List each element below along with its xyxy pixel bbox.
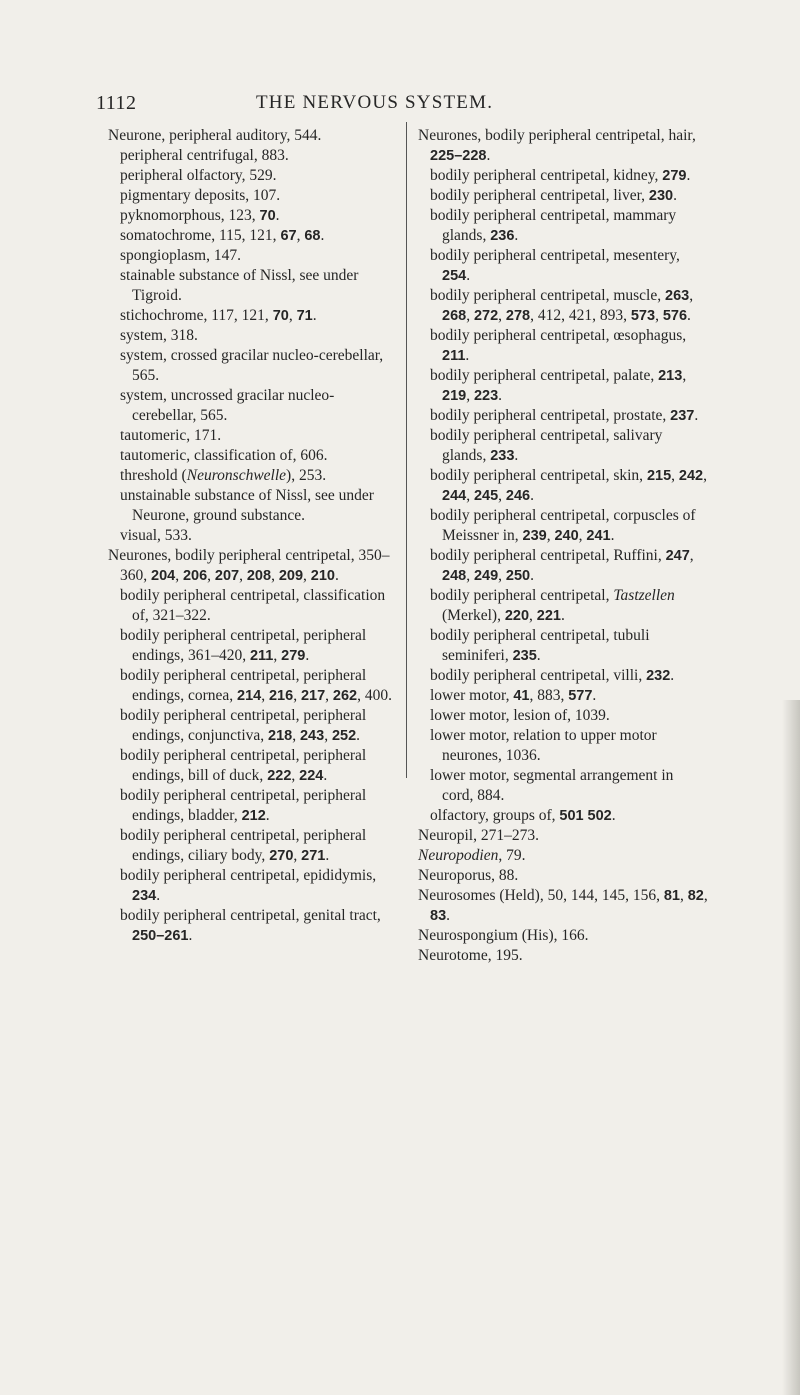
page-edge-shadow bbox=[782, 700, 800, 1395]
entry-text: , bbox=[466, 487, 474, 504]
bold-page-ref: 209 bbox=[278, 568, 304, 584]
bold-page-ref: 67 bbox=[280, 228, 297, 244]
entry-text: . bbox=[265, 807, 270, 824]
entry-text: , bbox=[273, 647, 282, 664]
entry-text: , bbox=[689, 287, 694, 304]
entry-text: . bbox=[686, 167, 691, 184]
entry-text: , bbox=[578, 527, 587, 544]
entry-text: , bbox=[679, 887, 688, 904]
entry-text: Neurosomes (Held), 50, 144, 145, 156, bbox=[418, 887, 664, 904]
index-entry bbox=[418, 586, 708, 626]
entry-text: . bbox=[156, 887, 161, 904]
index-entry bbox=[108, 746, 398, 786]
entry-text: bodily peripheral centripetal, mammary glands, bbox=[430, 207, 677, 244]
index-entry bbox=[418, 286, 708, 326]
bold-page-ref: 252 bbox=[331, 728, 357, 744]
bold-page-ref: 501 bbox=[559, 808, 584, 824]
entry-text: . bbox=[611, 807, 616, 824]
entry-text: bodily peripheral centripetal, tubuli seminiferi, bbox=[430, 627, 650, 664]
bold-page-ref: 83 bbox=[430, 908, 447, 924]
entry-text: , bbox=[324, 727, 332, 744]
column-divider bbox=[406, 122, 407, 778]
entry-text: Neurones, bodily peripheral centripetal, 350–360, bbox=[108, 547, 390, 584]
entry-text: stichochrome, 117, 121, bbox=[120, 307, 273, 324]
entry-text: , bbox=[529, 607, 537, 624]
entry-text: , bbox=[498, 567, 506, 584]
bold-page-ref: 235 bbox=[512, 648, 537, 664]
entry-text: bodily peripheral centripetal, bbox=[430, 587, 614, 604]
index-entry bbox=[108, 186, 398, 206]
entry-text: , bbox=[293, 687, 301, 704]
index-entry bbox=[108, 826, 398, 866]
index-entry bbox=[108, 246, 398, 266]
index-entry bbox=[418, 926, 708, 946]
bold-page-ref: 70 bbox=[272, 308, 289, 324]
bold-page-ref: 223 bbox=[473, 388, 499, 404]
bold-page-ref: 218 bbox=[268, 728, 293, 744]
bold-page-ref: 219 bbox=[442, 388, 467, 404]
entry-text: . bbox=[561, 607, 565, 624]
index-entry bbox=[418, 726, 708, 766]
bold-page-ref: 249 bbox=[473, 568, 499, 584]
bold-page-ref: 250–261 bbox=[132, 928, 189, 944]
bold-page-ref: 41 bbox=[513, 688, 530, 704]
entry-text: bodily peripheral centripetal, muscle, bbox=[430, 287, 665, 304]
bold-page-ref: 243 bbox=[299, 728, 325, 744]
entry-text: , bbox=[271, 567, 279, 584]
entry-text: . bbox=[275, 207, 280, 224]
entry-text: , bbox=[292, 727, 300, 744]
index-entry bbox=[108, 486, 398, 526]
entry-text: , 400. bbox=[357, 687, 392, 704]
italic-term: Tastzellen bbox=[613, 587, 675, 604]
entry-text: bodily peripheral centripetal, Ruffini, bbox=[430, 547, 666, 564]
bold-page-ref: 211 bbox=[249, 648, 274, 664]
bold-page-ref: 242 bbox=[678, 468, 704, 484]
bold-page-ref: 70 bbox=[259, 208, 276, 224]
entry-text: , bbox=[239, 567, 247, 584]
entry-text: Neurospongium (His), 166. bbox=[418, 927, 589, 944]
index-entry bbox=[108, 866, 398, 906]
index-column-right bbox=[418, 126, 708, 966]
index-entry bbox=[418, 846, 708, 866]
bold-page-ref: 502 bbox=[587, 808, 612, 824]
entry-text: ), 253. bbox=[286, 467, 327, 484]
bold-page-ref: 262 bbox=[332, 688, 358, 704]
index-entry bbox=[418, 126, 708, 166]
index-entry bbox=[418, 886, 708, 926]
bold-page-ref: 232 bbox=[646, 668, 671, 684]
entry-text: lower motor, lesion of, 1039. bbox=[430, 707, 610, 724]
entry-text: tautomeric, 171. bbox=[120, 427, 222, 444]
entry-text: . bbox=[536, 647, 541, 664]
page-header bbox=[96, 92, 716, 116]
entry-text: bodily peripheral centripetal, peripheral endings, cornea, bbox=[120, 667, 367, 704]
index-entry bbox=[108, 206, 398, 226]
entry-text: bodily peripheral centripetal, corpuscles of Meissner in, bbox=[430, 507, 696, 544]
entry-text: pyknomorphous, 123, bbox=[120, 207, 260, 224]
index-entry bbox=[418, 186, 708, 206]
entry-text: . bbox=[312, 307, 317, 324]
bold-page-ref: 224 bbox=[299, 768, 324, 784]
index-entry bbox=[108, 226, 398, 246]
bold-page-ref: 244 bbox=[442, 488, 467, 504]
bold-page-ref: 236 bbox=[490, 228, 515, 244]
index-entry bbox=[418, 826, 708, 846]
index-entry bbox=[418, 166, 708, 186]
entry-text: , bbox=[303, 567, 311, 584]
entry-text: . bbox=[320, 227, 325, 244]
entry-text: threshold ( bbox=[120, 467, 187, 484]
index-entry bbox=[418, 206, 708, 246]
index-entry bbox=[108, 546, 398, 586]
bold-page-ref: 206 bbox=[182, 568, 208, 584]
index-entry bbox=[418, 406, 708, 426]
bold-page-ref: 573 bbox=[630, 308, 656, 324]
entry-text: peripheral olfactory, 529. bbox=[120, 167, 277, 184]
entry-text: olfactory, groups of, bbox=[430, 807, 560, 824]
entry-text: , bbox=[207, 567, 215, 584]
entry-text: peripheral centrifugal, 883. bbox=[120, 147, 289, 164]
entry-text: . bbox=[188, 927, 193, 944]
entry-text: . bbox=[687, 307, 691, 324]
bold-page-ref: 230 bbox=[648, 188, 674, 204]
entry-text: , bbox=[261, 687, 269, 704]
entry-text: bodily peripheral centripetal, œsophagus, bbox=[430, 327, 687, 344]
bold-page-ref: 272 bbox=[473, 308, 499, 324]
bold-page-ref: 268 bbox=[442, 308, 467, 324]
index-entry bbox=[108, 326, 398, 346]
index-entry bbox=[108, 266, 398, 306]
index-entry bbox=[108, 306, 398, 326]
entry-text: , bbox=[288, 307, 297, 324]
entry-text: Neurotome, 195. bbox=[418, 947, 523, 964]
entry-text: , bbox=[703, 887, 708, 904]
entry-text: Neurone, peripheral auditory, 544. bbox=[108, 127, 322, 144]
entry-text: lower motor, segmental arrangement in cord, 884. bbox=[430, 767, 674, 804]
index-entry bbox=[418, 866, 708, 886]
entry-text: , 412, 421, 893, bbox=[530, 307, 631, 324]
bold-page-ref: 577 bbox=[568, 688, 593, 704]
bold-page-ref: 279 bbox=[662, 168, 687, 184]
entry-text: . bbox=[514, 227, 519, 244]
index-entry bbox=[108, 386, 398, 426]
entry-text: pigmentary deposits, 107. bbox=[120, 187, 281, 204]
bold-page-ref: 225–228 bbox=[430, 148, 487, 164]
bold-page-ref: 210 bbox=[310, 568, 335, 584]
index-entry bbox=[108, 626, 398, 666]
bold-page-ref: 220 bbox=[504, 608, 530, 624]
entry-text: . bbox=[356, 727, 361, 744]
entry-text: , bbox=[655, 307, 663, 324]
bold-page-ref: 248 bbox=[442, 568, 467, 584]
index-entry bbox=[108, 146, 398, 166]
bold-page-ref: 576 bbox=[662, 308, 688, 324]
index-entry bbox=[108, 706, 398, 746]
entry-text: bodily peripheral centripetal, peripheral endings, 361–420, bbox=[120, 627, 367, 664]
entry-text: , bbox=[689, 547, 694, 564]
bold-page-ref: 241 bbox=[586, 528, 611, 544]
bold-page-ref: 270 bbox=[269, 848, 294, 864]
entry-text: , bbox=[175, 567, 183, 584]
bold-page-ref: 212 bbox=[241, 808, 266, 824]
entry-text: lower motor, bbox=[430, 687, 514, 704]
bold-page-ref: 263 bbox=[665, 288, 690, 304]
entry-text: tautomeric, classification of, 606. bbox=[120, 447, 328, 464]
bold-page-ref: 279 bbox=[281, 648, 306, 664]
index-entry bbox=[418, 466, 708, 506]
index-entry bbox=[108, 126, 398, 146]
bold-page-ref: 217 bbox=[300, 688, 326, 704]
bold-page-ref: 214 bbox=[237, 688, 262, 704]
index-entry bbox=[418, 546, 708, 586]
index-entry bbox=[418, 506, 708, 546]
entry-text: bodily peripheral centripetal, peripheral endings, ciliary body, bbox=[120, 827, 367, 864]
entry-text: , bbox=[291, 767, 300, 784]
entry-text: bodily peripheral centripetal, mesentery, bbox=[430, 247, 680, 264]
bold-page-ref: 215 bbox=[646, 468, 672, 484]
entry-text: . bbox=[446, 907, 451, 924]
bold-page-ref: 254 bbox=[442, 268, 467, 284]
entry-text: bodily peripheral centripetal, peripheral endings, conjunctiva, bbox=[120, 707, 367, 744]
bold-page-ref: 240 bbox=[554, 528, 579, 544]
index-entry bbox=[108, 666, 398, 706]
bold-page-ref: 221 bbox=[536, 608, 561, 624]
entry-text: . bbox=[670, 667, 675, 684]
index-entry bbox=[418, 706, 708, 726]
entry-text: , 883, bbox=[529, 687, 569, 704]
entry-text: , bbox=[546, 527, 555, 544]
entry-text: system, crossed gracilar nucleo-cerebellar, 565. bbox=[120, 347, 384, 384]
entry-text: bodily peripheral centripetal, kidney, bbox=[430, 167, 663, 184]
bold-page-ref: 216 bbox=[268, 688, 294, 704]
bold-page-ref: 71 bbox=[296, 308, 313, 324]
index-entry bbox=[108, 586, 398, 626]
index-entry bbox=[418, 366, 708, 406]
entry-text: Neuropil, 271–273. bbox=[418, 827, 539, 844]
index-entry bbox=[418, 686, 708, 706]
entry-text: bodily peripheral centripetal, peripheral endings, bill of duck, bbox=[120, 747, 367, 784]
bold-page-ref: 239 bbox=[522, 528, 547, 544]
index-entry bbox=[418, 946, 708, 966]
entry-text: bodily peripheral centripetal, peripheral endings, bladder, bbox=[120, 787, 367, 824]
entry-text: , bbox=[682, 367, 687, 384]
index-entry bbox=[108, 466, 398, 486]
entry-text: , bbox=[671, 467, 679, 484]
entry-text: Neurones, bodily peripheral centripetal, hair, bbox=[418, 127, 696, 144]
index-entry bbox=[108, 446, 398, 466]
entry-text: system, 318. bbox=[120, 327, 198, 344]
entry-text: bodily peripheral centripetal, genital tract, bbox=[120, 907, 381, 924]
bold-page-ref: 208 bbox=[246, 568, 272, 584]
entry-text: visual, 533. bbox=[120, 527, 192, 544]
bold-page-ref: 247 bbox=[665, 548, 690, 564]
entry-text: . bbox=[465, 347, 470, 364]
entry-text: . bbox=[466, 267, 471, 284]
entry-text: bodily peripheral centripetal, salivary glands, bbox=[430, 427, 663, 464]
bold-page-ref: 278 bbox=[505, 308, 531, 324]
bold-page-ref: 204 bbox=[151, 568, 176, 584]
index-entry bbox=[418, 766, 708, 806]
entry-text: bodily peripheral centripetal, villi, bbox=[430, 667, 647, 684]
entry-text: , 79. bbox=[498, 847, 526, 864]
bold-page-ref: 245 bbox=[473, 488, 499, 504]
index-entry bbox=[108, 906, 398, 946]
bold-page-ref: 234 bbox=[132, 888, 157, 904]
running-head: THE NERVOUS SYSTEM. bbox=[256, 92, 494, 113]
entry-text: . bbox=[305, 647, 310, 664]
bold-page-ref: 207 bbox=[214, 568, 240, 584]
italic-term: Neuronschwelle bbox=[186, 467, 287, 484]
entry-text: , bbox=[466, 307, 474, 324]
entry-text: bodily peripheral centripetal, palate, bbox=[430, 367, 659, 384]
entry-text: , bbox=[293, 847, 302, 864]
index-entry bbox=[108, 426, 398, 446]
entry-text: , bbox=[466, 387, 474, 404]
entry-text: bodily peripheral centripetal, liver, bbox=[430, 187, 649, 204]
entry-text: somatochrome, 115, 121, bbox=[120, 227, 281, 244]
entry-text: , bbox=[703, 467, 707, 484]
bold-page-ref: 222 bbox=[267, 768, 292, 784]
entry-text: lower motor, relation to upper motor neurones, 1036. bbox=[430, 727, 657, 764]
entry-text: bodily peripheral centripetal, skin, bbox=[430, 467, 647, 484]
page-number: 1112 bbox=[96, 92, 137, 114]
entry-text: . bbox=[673, 187, 677, 204]
entry-text: , bbox=[296, 227, 305, 244]
bold-page-ref: 82 bbox=[687, 888, 704, 904]
entry-text: unstainable substance of Nissl, see under Neurone, ground substance. bbox=[120, 487, 374, 524]
index-entry bbox=[418, 246, 708, 286]
bold-page-ref: 237 bbox=[670, 408, 695, 424]
entry-text: , bbox=[498, 307, 506, 324]
entry-text: bodily peripheral centripetal, epididymis, bbox=[120, 867, 377, 884]
entry-text: . bbox=[530, 567, 534, 584]
bold-page-ref: 246 bbox=[505, 488, 531, 504]
entry-text: . bbox=[610, 527, 615, 544]
entry-text: , bbox=[498, 487, 506, 504]
entry-text: system, uncrossed gracilar nucleo-cerebellar, 565. bbox=[120, 387, 335, 424]
index-entry bbox=[108, 166, 398, 186]
index-entry bbox=[418, 666, 708, 686]
index-entry bbox=[108, 526, 398, 546]
bold-page-ref: 233 bbox=[490, 448, 515, 464]
index-column-left bbox=[108, 126, 398, 946]
entry-text: Neuroporus, 88. bbox=[418, 867, 519, 884]
entry-text: . bbox=[323, 767, 328, 784]
entry-text: . bbox=[694, 407, 699, 424]
bold-page-ref: 250 bbox=[505, 568, 531, 584]
italic-term: Neuropodien bbox=[418, 847, 499, 864]
entry-text: , bbox=[466, 567, 474, 584]
bold-page-ref: 68 bbox=[304, 228, 321, 244]
bold-page-ref: 271 bbox=[301, 848, 326, 864]
index-entry bbox=[108, 786, 398, 826]
index-entry bbox=[418, 806, 708, 826]
entry-text: . bbox=[514, 447, 519, 464]
bold-page-ref: 213 bbox=[658, 368, 683, 384]
entry-text: bodily peripheral centripetal, classification of, 321–322. bbox=[120, 587, 386, 624]
bold-page-ref: 81 bbox=[663, 888, 680, 904]
index-entry bbox=[418, 326, 708, 366]
entry-text: . bbox=[592, 687, 597, 704]
index-entry bbox=[418, 626, 708, 666]
index-entry bbox=[418, 426, 708, 466]
entry-text: . bbox=[498, 387, 503, 404]
entry-text: , bbox=[325, 687, 333, 704]
entry-text: . bbox=[530, 487, 534, 504]
entry-text: bodily peripheral centripetal, prostate, bbox=[430, 407, 671, 424]
entry-text: (Merkel), bbox=[442, 607, 505, 624]
entry-text: spongioplasm, 147. bbox=[120, 247, 241, 264]
index-entry bbox=[108, 346, 398, 386]
entry-text: stainable substance of Nissl, see under Tigroid. bbox=[120, 267, 359, 304]
entry-text: . bbox=[334, 567, 339, 584]
entry-text: . bbox=[325, 847, 330, 864]
entry-text: . bbox=[486, 147, 491, 164]
bold-page-ref: 211 bbox=[442, 348, 466, 364]
